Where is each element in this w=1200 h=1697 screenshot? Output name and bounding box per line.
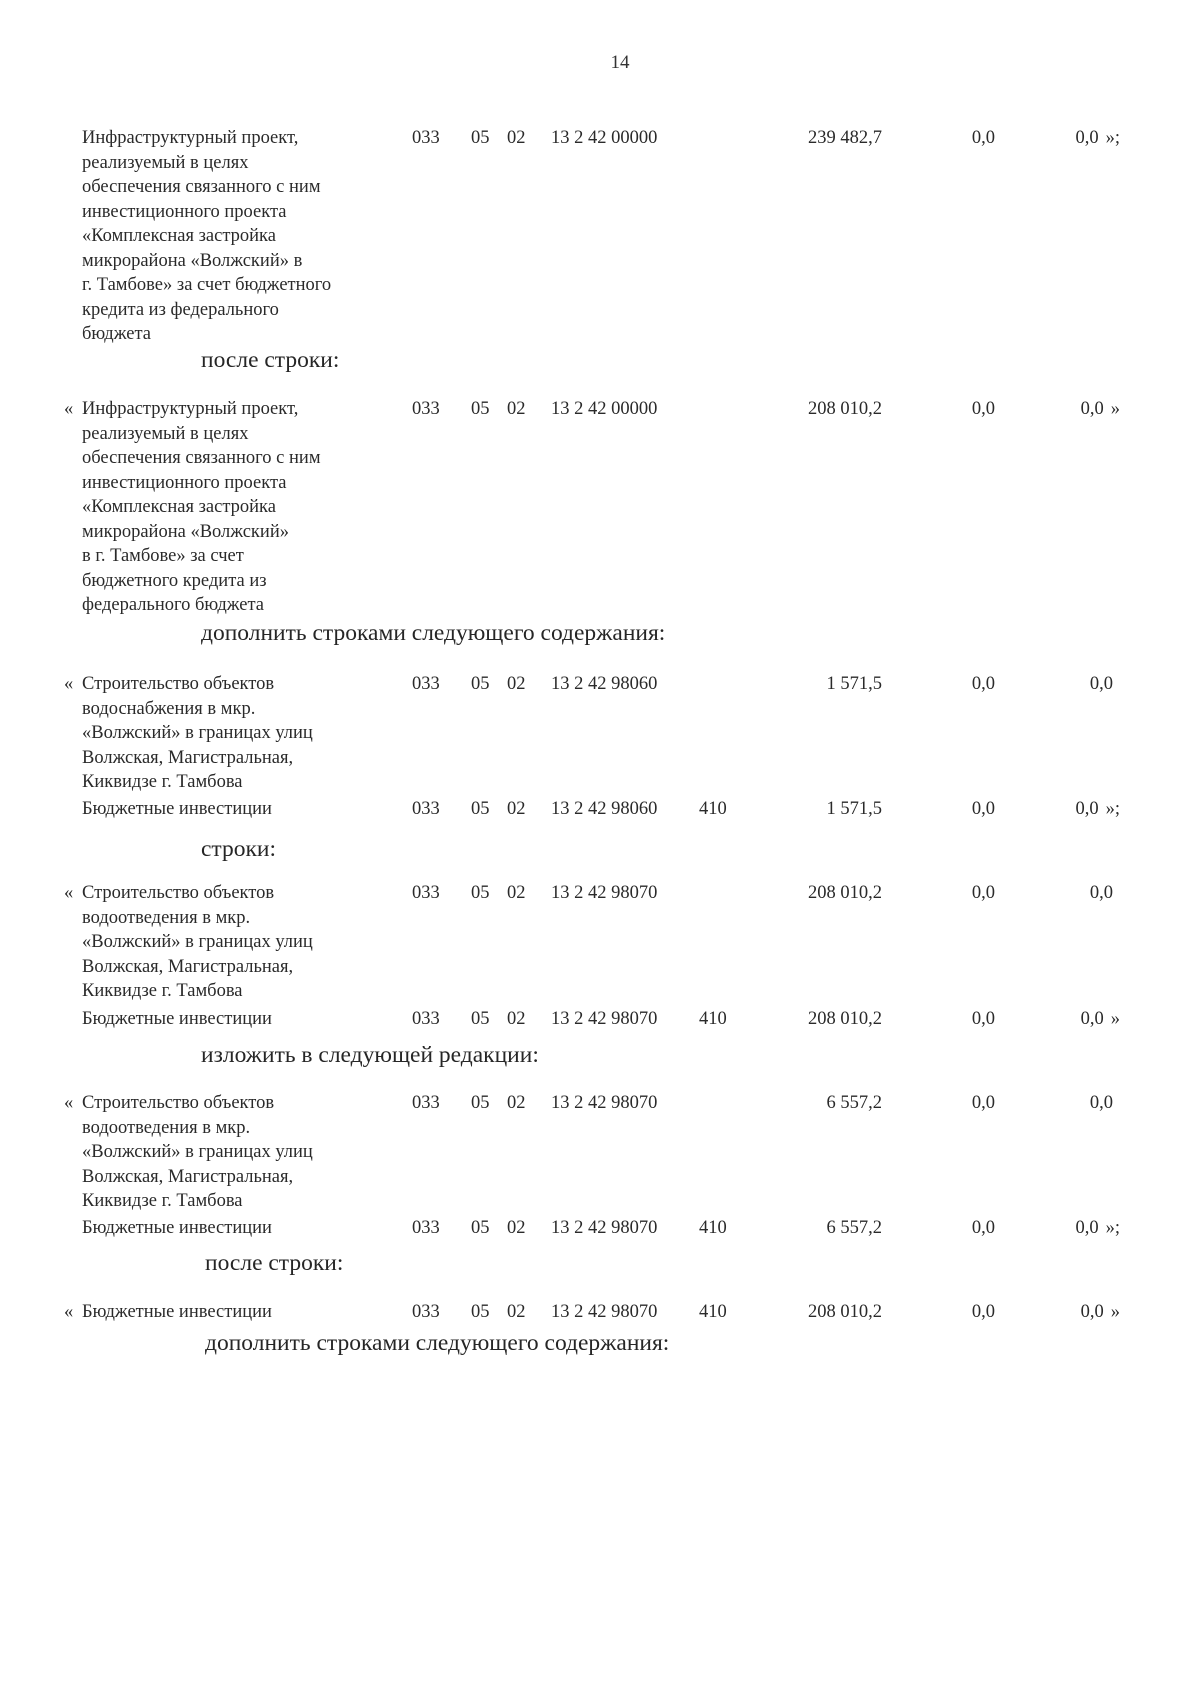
- closing-quote: »;: [1105, 799, 1120, 819]
- table-row: [0, 126, 1200, 344]
- amount-year-3: 0,0: [1080, 1302, 1104, 1322]
- grbs-code: 033: [412, 399, 440, 419]
- section-code: 05: [471, 1302, 490, 1322]
- grbs-code: 033: [412, 1302, 440, 1322]
- opening-quote: «: [64, 399, 74, 419]
- row-name: Строительство объектов водоотведения в мкр. «Волжский» в границах улиц Волжская, Магистральная, Киквидзе г. Тамбова: [82, 883, 313, 1001]
- instruction-text: дополнить строками следующего содержания:: [205, 1330, 670, 1356]
- instruction-text: изложить в следующей редакции:: [201, 1042, 539, 1068]
- grbs-code: 033: [412, 674, 440, 694]
- section-code: 05: [471, 399, 490, 419]
- subsection-code: 02: [507, 799, 526, 819]
- table-row: [0, 881, 1200, 1001]
- amount-year-3-group: [1075, 126, 1120, 151]
- amount-year-3-group: [1075, 797, 1120, 822]
- row-name: Бюджетные инвестиции: [82, 799, 272, 819]
- subsection-code: 02: [507, 399, 526, 419]
- subsection-code: 02: [507, 883, 526, 903]
- amount-year-2: 0,0: [971, 1302, 995, 1322]
- instruction-text: после строки:: [201, 347, 340, 373]
- amount-year-3: 0,0: [1075, 1218, 1099, 1238]
- amount-year-3: 0,0: [1089, 883, 1113, 903]
- amount-year-3-group: [1075, 1216, 1120, 1241]
- table-row: [0, 797, 1200, 819]
- amount-year-2: 0,0: [971, 399, 995, 419]
- amount-year-3-group: [1081, 1300, 1120, 1325]
- amount-year-1: 208 010,2: [808, 399, 882, 419]
- instruction-text: строки:: [201, 836, 277, 862]
- row-name: Бюджетные инвестиции: [82, 1009, 272, 1029]
- table-row: [0, 1300, 1200, 1322]
- section-code: 05: [471, 883, 490, 903]
- grbs-code: 033: [412, 1093, 440, 1113]
- opening-quote: «: [64, 1093, 74, 1113]
- closing-quote: »: [1110, 1302, 1120, 1322]
- amount-year-1: 6 557,2: [826, 1218, 882, 1238]
- row-name: Строительство объектов водоотведения в мкр. «Волжский» в границах улиц Волжская, Магистральная, Киквидзе г. Тамбова: [82, 1093, 313, 1211]
- expense-type-code: 410: [699, 1218, 727, 1238]
- amount-year-1: 239 482,7: [808, 128, 882, 148]
- grbs-code: 033: [412, 883, 440, 903]
- table-row: [0, 672, 1200, 792]
- amount-year-2: 0,0: [971, 883, 995, 903]
- amount-year-3-group: [1081, 1007, 1120, 1032]
- opening-quote: «: [64, 883, 74, 903]
- subsection-code: 02: [507, 1009, 526, 1029]
- amount-year-3-group: [1081, 397, 1120, 422]
- amount-year-2: 0,0: [971, 1009, 995, 1029]
- grbs-code: 033: [412, 1009, 440, 1029]
- amount-year-3: 0,0: [1089, 674, 1113, 694]
- amount-year-1: 1 571,5: [826, 799, 882, 819]
- closing-quote: »;: [1105, 128, 1120, 148]
- section-code: 05: [471, 128, 490, 148]
- target-article-code: 13 2 42 98070: [551, 1218, 658, 1238]
- section-code: 05: [471, 1218, 490, 1238]
- instruction-text: после строки:: [205, 1250, 344, 1276]
- amount-year-1: 208 010,2: [808, 883, 882, 903]
- subsection-code: 02: [507, 1218, 526, 1238]
- row-name: Строительство объектов водоснабжения в мкр. «Волжский» в границах улиц Волжская, Магистральная, Киквидзе г. Тамбова: [82, 674, 313, 792]
- page-number: 14: [610, 52, 630, 73]
- grbs-code: 033: [412, 128, 440, 148]
- amount-year-3-group: [1090, 672, 1120, 697]
- target-article-code: 13 2 42 98070: [551, 1009, 658, 1029]
- amount-year-2: 0,0: [971, 128, 995, 148]
- grbs-code: 033: [412, 1218, 440, 1238]
- section-code: 05: [471, 674, 490, 694]
- subsection-code: 02: [507, 674, 526, 694]
- section-code: 05: [471, 1093, 490, 1113]
- target-article-code: 13 2 42 98070: [551, 1093, 658, 1113]
- amount-year-3: 0,0: [1080, 1009, 1104, 1029]
- row-name: Инфраструктурный проект, реализуемый в целях обеспечения связанного с ним инвестиционного проекта «Комплексная застройка микрорайона «Волжский» в г. Тамбове» за счет бюджетного кредита из федерального бюджета: [82, 128, 332, 344]
- amount-year-2: 0,0: [971, 1218, 995, 1238]
- amount-year-1: 208 010,2: [808, 1009, 882, 1029]
- expense-type-code: 410: [699, 1009, 727, 1029]
- amount-year-2: 0,0: [971, 1093, 995, 1113]
- closing-quote: »: [1110, 1009, 1120, 1029]
- amount-year-1: 6 557,2: [826, 1093, 882, 1113]
- target-article-code: 13 2 42 98070: [551, 1302, 658, 1322]
- amount-year-3: 0,0: [1089, 1093, 1113, 1113]
- target-article-code: 13 2 42 00000: [551, 399, 658, 419]
- row-name: Бюджетные инвестиции: [82, 1218, 272, 1238]
- target-article-code: 13 2 42 98070: [551, 883, 658, 903]
- expense-type-code: 410: [699, 1302, 727, 1322]
- target-article-code: 13 2 42 00000: [551, 128, 658, 148]
- amount-year-2: 0,0: [971, 674, 995, 694]
- subsection-code: 02: [507, 1302, 526, 1322]
- closing-quote: »: [1110, 399, 1120, 419]
- amount-year-1: 1 571,5: [826, 674, 882, 694]
- amount-year-3: 0,0: [1075, 799, 1099, 819]
- table-row: [0, 1007, 1200, 1029]
- row-name: Бюджетные инвестиции: [82, 1302, 272, 1322]
- section-code: 05: [471, 799, 490, 819]
- table-row: [0, 1091, 1200, 1211]
- amount-year-3: 0,0: [1080, 399, 1104, 419]
- target-article-code: 13 2 42 98060: [551, 799, 658, 819]
- opening-quote: «: [64, 674, 74, 694]
- table-row: [0, 397, 1200, 615]
- amount-year-3: 0,0: [1075, 128, 1099, 148]
- subsection-code: 02: [507, 1093, 526, 1113]
- row-name: Инфраструктурный проект, реализуемый в целях обеспечения связанного с ним инвестиционного проекта «Комплексная застройка микрорайона «Волжский» в г. Тамбове» за счет бюджетного кредита из федерального бюджета: [82, 399, 321, 615]
- target-article-code: 13 2 42 98060: [551, 674, 658, 694]
- amount-year-3-group: [1090, 881, 1120, 906]
- amount-year-2: 0,0: [971, 799, 995, 819]
- closing-quote: »;: [1105, 1218, 1120, 1238]
- instruction-text: дополнить строками следующего содержания:: [201, 620, 666, 646]
- subsection-code: 02: [507, 128, 526, 148]
- section-code: 05: [471, 1009, 490, 1029]
- amount-year-3-group: [1090, 1091, 1120, 1116]
- table-row: [0, 1216, 1200, 1238]
- opening-quote: «: [64, 1302, 74, 1322]
- grbs-code: 033: [412, 799, 440, 819]
- amount-year-1: 208 010,2: [808, 1302, 882, 1322]
- expense-type-code: 410: [699, 799, 727, 819]
